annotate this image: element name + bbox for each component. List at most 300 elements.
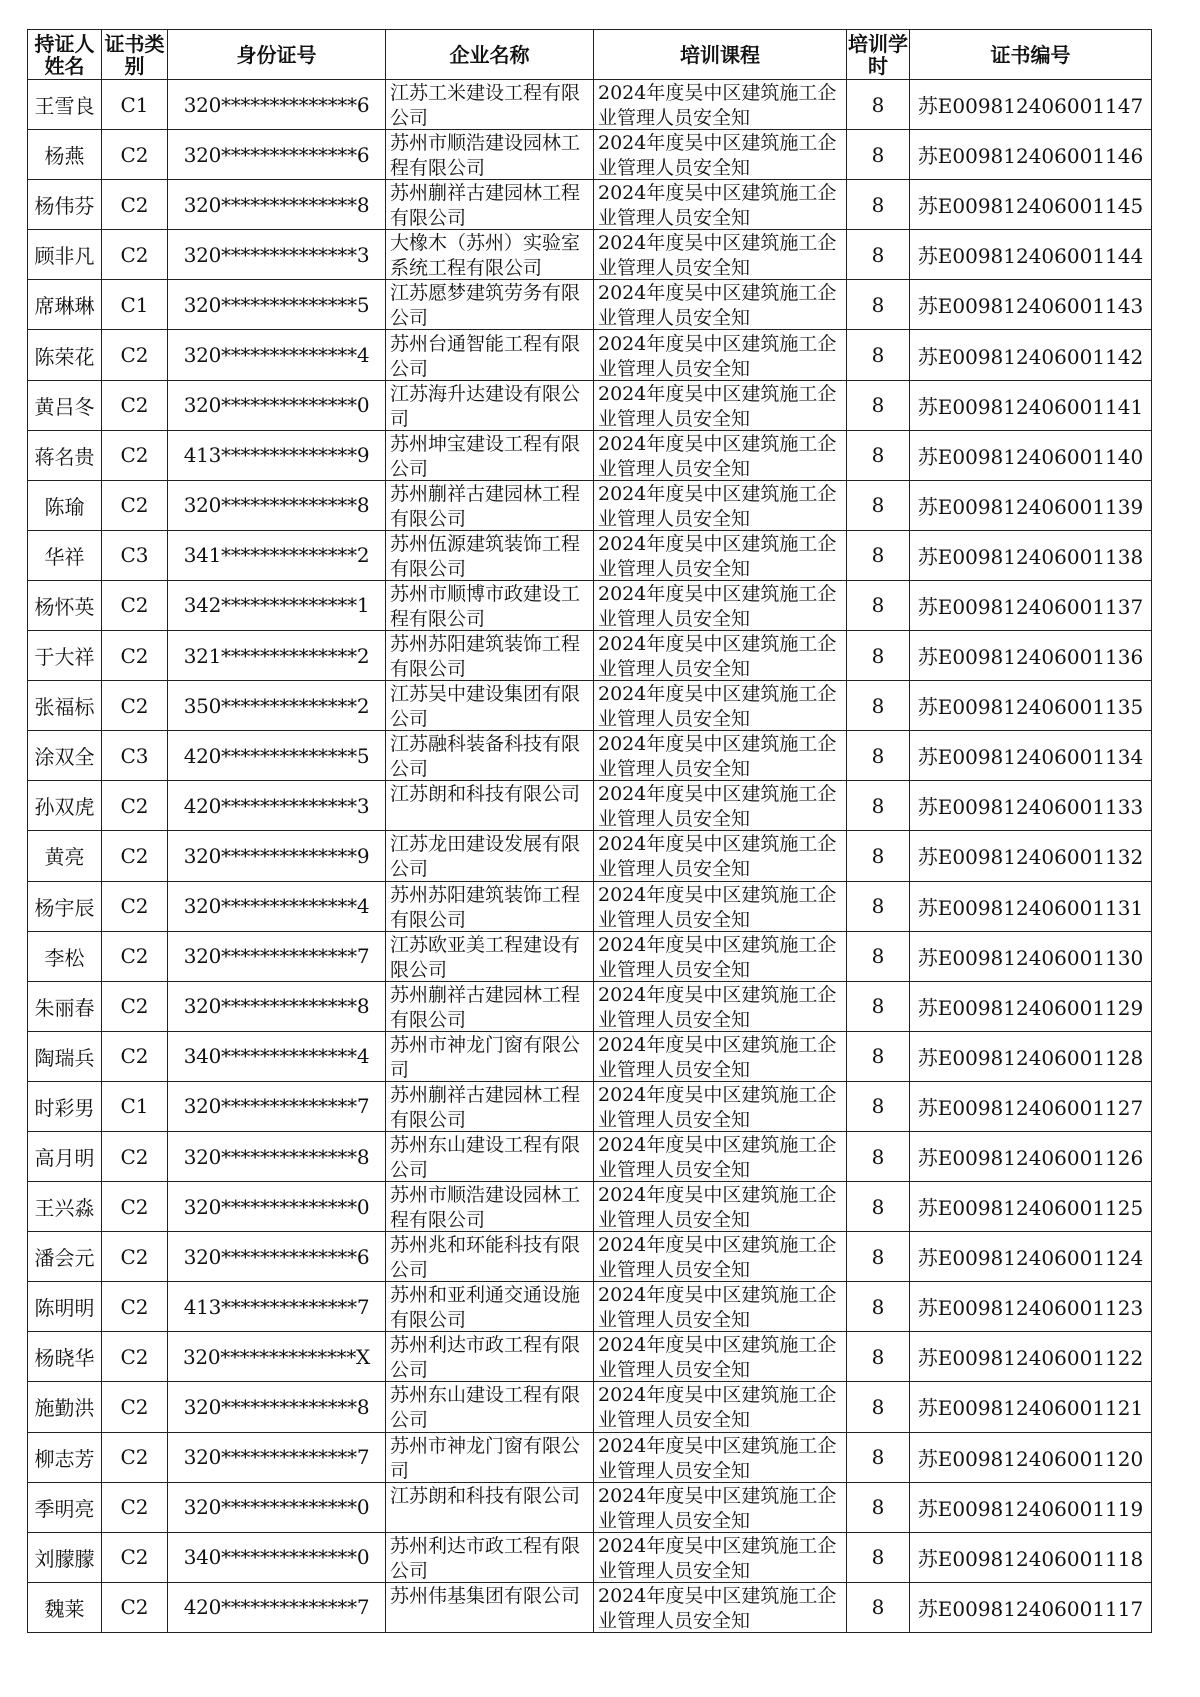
course-cell bbox=[594, 480, 847, 530]
category-cell: C2 bbox=[102, 1382, 168, 1432]
course-cell bbox=[594, 1282, 847, 1332]
table-row bbox=[28, 380, 1152, 430]
cert-number-cell: 苏E009812406001138 bbox=[910, 530, 1152, 580]
holder-name-cell: 于大祥 bbox=[28, 631, 102, 681]
cert-number-cell: 苏E009812406001122 bbox=[910, 1332, 1152, 1382]
company-cell-text: 江苏朗和科技有限公司 bbox=[390, 1484, 581, 1507]
holder-name-cell: 杨燕 bbox=[28, 130, 102, 180]
course-cell-text: 2024年度吴中区建筑施工企业管理人员安全知 bbox=[598, 1384, 837, 1431]
table-row bbox=[28, 230, 1152, 280]
hours-cell: 8 bbox=[847, 480, 910, 530]
holder-name-cell: 时彩男 bbox=[28, 1081, 102, 1131]
id-number-cell: 320**************3 bbox=[168, 230, 386, 280]
category-cell: C2 bbox=[102, 1031, 168, 1081]
cert-number-cell: 苏E009812406001123 bbox=[910, 1282, 1152, 1332]
holder-name-cell: 李松 bbox=[28, 931, 102, 981]
category-cell: C1 bbox=[102, 280, 168, 330]
header-company: 企业名称 bbox=[386, 30, 594, 80]
table-row bbox=[28, 681, 1152, 731]
hours-cell: 8 bbox=[847, 981, 910, 1031]
course-cell bbox=[594, 631, 847, 681]
table-row bbox=[28, 1182, 1152, 1232]
company-cell-text: 苏州苏阳建筑装饰工程有限公司 bbox=[390, 883, 581, 930]
course-cell bbox=[594, 230, 847, 280]
category-cell: C2 bbox=[102, 430, 168, 480]
table-row bbox=[28, 1482, 1152, 1532]
category-cell: C2 bbox=[102, 380, 168, 430]
id-number-cell: 320**************8 bbox=[168, 1382, 386, 1432]
company-cell bbox=[386, 1332, 594, 1382]
category-cell: C2 bbox=[102, 1432, 168, 1482]
table-row bbox=[28, 180, 1152, 230]
id-number-cell: 420**************5 bbox=[168, 731, 386, 781]
company-cell-text: 苏州台通智能工程有限公司 bbox=[390, 332, 581, 379]
company-cell-text: 江苏朗和科技有限公司 bbox=[390, 783, 581, 806]
category-cell: C2 bbox=[102, 931, 168, 981]
category-cell: C2 bbox=[102, 881, 168, 931]
table-row bbox=[28, 1031, 1152, 1081]
cert-number-cell: 苏E009812406001134 bbox=[910, 731, 1152, 781]
course-cell-text: 2024年度吴中区建筑施工企业管理人员安全知 bbox=[598, 733, 837, 780]
course-cell bbox=[594, 1031, 847, 1081]
holder-name-cell: 王兴淼 bbox=[28, 1182, 102, 1232]
table-row bbox=[28, 781, 1152, 831]
table-row bbox=[28, 1332, 1152, 1382]
holder-name-cell: 陈荣花 bbox=[28, 330, 102, 380]
cert-number-cell: 苏E009812406001120 bbox=[910, 1432, 1152, 1482]
course-cell bbox=[594, 280, 847, 330]
category-cell: C2 bbox=[102, 831, 168, 881]
cert-number-cell: 苏E009812406001140 bbox=[910, 430, 1152, 480]
course-cell-text: 2024年度吴中区建筑施工企业管理人员安全知 bbox=[598, 1334, 837, 1381]
company-cell-text: 苏州蒯祥古建园林工程有限公司 bbox=[390, 1083, 581, 1130]
header-row bbox=[28, 30, 1152, 80]
category-cell: C2 bbox=[102, 180, 168, 230]
holder-name-cell: 朱丽春 bbox=[28, 981, 102, 1031]
hours-cell: 8 bbox=[847, 280, 910, 330]
category-cell: C2 bbox=[102, 681, 168, 731]
table-body bbox=[28, 80, 1152, 1633]
id-number-cell: 320**************7 bbox=[168, 1081, 386, 1131]
id-number-cell: 340**************4 bbox=[168, 1031, 386, 1081]
company-cell bbox=[386, 230, 594, 280]
company-cell bbox=[386, 631, 594, 681]
company-cell bbox=[386, 931, 594, 981]
holder-name-cell: 杨晓华 bbox=[28, 1332, 102, 1382]
id-number-cell: 320**************9 bbox=[168, 831, 386, 881]
course-cell-text: 2024年度吴中区建筑施工企业管理人员安全知 bbox=[598, 1234, 837, 1281]
id-number-cell: 320**************0 bbox=[168, 1482, 386, 1532]
table-row bbox=[28, 731, 1152, 781]
hours-cell: 8 bbox=[847, 530, 910, 580]
company-cell bbox=[386, 1532, 594, 1582]
hours-cell: 8 bbox=[847, 931, 910, 981]
course-cell-text: 2024年度吴中区建筑施工企业管理人员安全知 bbox=[598, 833, 837, 880]
company-cell-text: 大橡木（苏州）实验室系统工程有限公司 bbox=[390, 232, 581, 279]
company-cell-text: 江苏海升达建设有限公司 bbox=[390, 382, 581, 429]
course-cell-text: 2024年度吴中区建筑施工企业管理人员安全知 bbox=[598, 1033, 837, 1080]
category-cell: C2 bbox=[102, 130, 168, 180]
category-cell: C2 bbox=[102, 1482, 168, 1532]
cert-number-cell: 苏E009812406001141 bbox=[910, 380, 1152, 430]
category-cell: C2 bbox=[102, 1582, 168, 1632]
holder-name-cell: 潘会元 bbox=[28, 1232, 102, 1282]
hours-cell: 8 bbox=[847, 1182, 910, 1232]
course-cell-text: 2024年度吴中区建筑施工企业管理人员安全知 bbox=[598, 1484, 837, 1531]
company-cell-text: 苏州利达市政工程有限公司 bbox=[390, 1334, 581, 1381]
company-cell bbox=[386, 330, 594, 380]
company-cell bbox=[386, 731, 594, 781]
course-cell-text: 2024年度吴中区建筑施工企业管理人员安全知 bbox=[598, 1534, 837, 1581]
company-cell-text: 江苏融科装备科技有限公司 bbox=[390, 733, 581, 780]
table-row bbox=[28, 1432, 1152, 1482]
table-row bbox=[28, 1282, 1152, 1332]
company-cell bbox=[386, 1232, 594, 1282]
course-cell bbox=[594, 1432, 847, 1482]
company-cell-text: 苏州伍源建筑装饰工程有限公司 bbox=[390, 532, 581, 579]
category-cell: C2 bbox=[102, 580, 168, 630]
hours-cell: 8 bbox=[847, 1081, 910, 1131]
id-number-cell: 320**************6 bbox=[168, 1232, 386, 1282]
cert-number-cell: 苏E009812406001129 bbox=[910, 981, 1152, 1031]
company-cell-text: 苏州利达市政工程有限公司 bbox=[390, 1534, 581, 1581]
holder-name-cell: 季明亮 bbox=[28, 1482, 102, 1532]
company-cell-text: 苏州市顺浩建设园林工程有限公司 bbox=[390, 1184, 581, 1231]
course-cell bbox=[594, 1482, 847, 1532]
course-cell bbox=[594, 1232, 847, 1282]
hours-cell: 8 bbox=[847, 681, 910, 731]
course-cell-text: 2024年度吴中区建筑施工企业管理人员安全知 bbox=[598, 1284, 837, 1331]
hours-cell: 8 bbox=[847, 180, 910, 230]
hours-cell: 8 bbox=[847, 330, 910, 380]
category-cell: C2 bbox=[102, 230, 168, 280]
hours-cell: 8 bbox=[847, 1582, 910, 1632]
hours-cell: 8 bbox=[847, 781, 910, 831]
table-row bbox=[28, 1582, 1152, 1632]
category-cell: C1 bbox=[102, 80, 168, 130]
table-row bbox=[28, 1382, 1152, 1432]
holder-name-cell: 刘朦朦 bbox=[28, 1532, 102, 1582]
id-number-cell: 320**************8 bbox=[168, 981, 386, 1031]
holder-name-cell: 高月明 bbox=[28, 1131, 102, 1181]
table-row bbox=[28, 280, 1152, 330]
company-cell bbox=[386, 1432, 594, 1482]
course-cell bbox=[594, 831, 847, 881]
cert-number-cell: 苏E009812406001119 bbox=[910, 1482, 1152, 1532]
holder-name-cell: 陈瑜 bbox=[28, 480, 102, 530]
cert-number-cell: 苏E009812406001144 bbox=[910, 230, 1152, 280]
course-cell-text: 2024年度吴中区建筑施工企业管理人员安全知 bbox=[598, 232, 837, 279]
cert-number-cell: 苏E009812406001132 bbox=[910, 831, 1152, 881]
course-cell bbox=[594, 1332, 847, 1382]
header-id-number: 身份证号 bbox=[168, 30, 386, 80]
category-cell: C3 bbox=[102, 731, 168, 781]
cert-number-cell: 苏E009812406001126 bbox=[910, 1131, 1152, 1181]
company-cell bbox=[386, 380, 594, 430]
id-number-cell: 321**************2 bbox=[168, 631, 386, 681]
company-cell-text: 苏州蒯祥古建园林工程有限公司 bbox=[390, 983, 581, 1030]
id-number-cell: 413**************9 bbox=[168, 430, 386, 480]
hours-cell: 8 bbox=[847, 1532, 910, 1582]
course-cell bbox=[594, 881, 847, 931]
cert-number-cell: 苏E009812406001143 bbox=[910, 280, 1152, 330]
course-cell bbox=[594, 580, 847, 630]
hours-cell: 8 bbox=[847, 1232, 910, 1282]
course-cell bbox=[594, 1532, 847, 1582]
cert-number-cell: 苏E009812406001136 bbox=[910, 631, 1152, 681]
table-row bbox=[28, 981, 1152, 1031]
hours-cell: 8 bbox=[847, 631, 910, 681]
table-row bbox=[28, 1232, 1152, 1282]
company-cell-text: 苏州蒯祥古建园林工程有限公司 bbox=[390, 182, 581, 229]
course-cell bbox=[594, 1131, 847, 1181]
category-cell: C2 bbox=[102, 330, 168, 380]
id-number-cell: 420**************3 bbox=[168, 781, 386, 831]
table-row bbox=[28, 631, 1152, 681]
id-number-cell: 340**************0 bbox=[168, 1532, 386, 1582]
id-number-cell: 320**************X bbox=[168, 1332, 386, 1382]
cert-number-cell: 苏E009812406001145 bbox=[910, 180, 1152, 230]
category-cell: C3 bbox=[102, 530, 168, 580]
hours-cell: 8 bbox=[847, 1282, 910, 1332]
id-number-cell: 320**************7 bbox=[168, 1432, 386, 1482]
table-row bbox=[28, 931, 1152, 981]
course-cell bbox=[594, 130, 847, 180]
course-cell bbox=[594, 681, 847, 731]
cert-number-cell: 苏E009812406001131 bbox=[910, 881, 1152, 931]
holder-name-cell: 魏莱 bbox=[28, 1582, 102, 1632]
course-cell-text: 2024年度吴中区建筑施工企业管理人员安全知 bbox=[598, 633, 837, 680]
id-number-cell: 350**************2 bbox=[168, 681, 386, 731]
id-number-cell: 320**************8 bbox=[168, 1131, 386, 1181]
company-cell-text: 江苏欧亚美工程建设有限公司 bbox=[390, 933, 581, 980]
course-cell-text: 2024年度吴中区建筑施工企业管理人员安全知 bbox=[598, 132, 837, 179]
company-cell-text: 江苏龙田建设发展有限公司 bbox=[390, 833, 581, 880]
company-cell-text: 苏州伟基集团有限公司 bbox=[390, 1584, 581, 1607]
holder-name-cell: 陈明明 bbox=[28, 1282, 102, 1332]
id-number-cell: 420**************7 bbox=[168, 1582, 386, 1632]
course-cell bbox=[594, 80, 847, 130]
cert-number-cell: 苏E009812406001125 bbox=[910, 1182, 1152, 1232]
course-cell bbox=[594, 981, 847, 1031]
cert-number-cell: 苏E009812406001121 bbox=[910, 1382, 1152, 1432]
hours-cell: 8 bbox=[847, 130, 910, 180]
company-cell-text: 江苏愿梦建筑劳务有限公司 bbox=[390, 282, 581, 329]
holder-name-cell: 涂双全 bbox=[28, 731, 102, 781]
company-cell bbox=[386, 530, 594, 580]
hours-cell: 8 bbox=[847, 230, 910, 280]
table-row bbox=[28, 480, 1152, 530]
id-number-cell: 341**************2 bbox=[168, 530, 386, 580]
company-cell-text: 苏州和亚利通交通设施有限公司 bbox=[390, 1284, 581, 1331]
id-number-cell: 320**************8 bbox=[168, 480, 386, 530]
table-row bbox=[28, 580, 1152, 630]
id-number-cell: 320**************7 bbox=[168, 931, 386, 981]
cert-number-cell: 苏E009812406001135 bbox=[910, 681, 1152, 731]
table-row bbox=[28, 330, 1152, 380]
course-cell bbox=[594, 1382, 847, 1432]
company-cell bbox=[386, 280, 594, 330]
header-hours: 培训学时 bbox=[848, 31, 908, 78]
course-cell-text: 2024年度吴中区建筑施工企业管理人员安全知 bbox=[598, 683, 837, 730]
category-cell: C2 bbox=[102, 631, 168, 681]
company-cell-text: 苏州东山建设工程有限公司 bbox=[390, 1134, 581, 1181]
id-number-cell: 320**************5 bbox=[168, 280, 386, 330]
table-row bbox=[28, 530, 1152, 580]
course-cell-text: 2024年度吴中区建筑施工企业管理人员安全知 bbox=[598, 432, 837, 479]
header-category: 证书类别 bbox=[102, 30, 168, 80]
course-cell bbox=[594, 781, 847, 831]
company-cell bbox=[386, 180, 594, 230]
table-header bbox=[28, 30, 1152, 80]
certificate-table bbox=[27, 29, 1152, 1633]
course-cell bbox=[594, 430, 847, 480]
company-cell-text: 江苏工米建设工程有限公司 bbox=[390, 82, 581, 129]
company-cell-text: 苏州蒯祥古建园林工程有限公司 bbox=[390, 482, 581, 529]
course-cell bbox=[594, 1182, 847, 1232]
holder-name-cell: 张福标 bbox=[28, 681, 102, 731]
category-cell: C2 bbox=[102, 1282, 168, 1332]
table-row bbox=[28, 1532, 1152, 1582]
category-cell: C2 bbox=[102, 981, 168, 1031]
course-cell bbox=[594, 1081, 847, 1131]
course-cell bbox=[594, 380, 847, 430]
holder-name-cell: 华祥 bbox=[28, 530, 102, 580]
course-cell-text: 2024年度吴中区建筑施工企业管理人员安全知 bbox=[598, 82, 837, 129]
course-cell-text: 2024年度吴中区建筑施工企业管理人员安全知 bbox=[598, 983, 837, 1030]
course-cell-text: 2024年度吴中区建筑施工企业管理人员安全知 bbox=[598, 883, 837, 930]
category-cell: C2 bbox=[102, 781, 168, 831]
company-cell bbox=[386, 1081, 594, 1131]
course-cell-text: 2024年度吴中区建筑施工企业管理人员安全知 bbox=[598, 933, 837, 980]
company-cell bbox=[386, 1182, 594, 1232]
company-cell-text: 江苏吴中建设集团有限公司 bbox=[390, 683, 581, 730]
table-row bbox=[28, 430, 1152, 480]
hours-cell: 8 bbox=[847, 731, 910, 781]
cert-number-cell: 苏E009812406001124 bbox=[910, 1232, 1152, 1282]
company-cell bbox=[386, 831, 594, 881]
company-cell bbox=[386, 1582, 594, 1632]
id-number-cell: 320**************0 bbox=[168, 380, 386, 430]
hours-cell: 8 bbox=[847, 80, 910, 130]
course-cell-text: 2024年度吴中区建筑施工企业管理人员安全知 bbox=[598, 1083, 837, 1130]
hours-cell: 8 bbox=[847, 1382, 910, 1432]
course-cell bbox=[594, 731, 847, 781]
hours-cell: 8 bbox=[847, 580, 910, 630]
company-cell bbox=[386, 430, 594, 480]
table-row bbox=[28, 1081, 1152, 1131]
cert-number-cell: 苏E009812406001142 bbox=[910, 330, 1152, 380]
hours-cell: 8 bbox=[847, 1482, 910, 1532]
company-cell-text: 苏州苏阳建筑装饰工程有限公司 bbox=[390, 633, 581, 680]
company-cell bbox=[386, 1031, 594, 1081]
course-cell-text: 2024年度吴中区建筑施工企业管理人员安全知 bbox=[598, 1134, 837, 1181]
hours-cell: 8 bbox=[847, 1432, 910, 1482]
course-cell-text: 2024年度吴中区建筑施工企业管理人员安全知 bbox=[598, 482, 837, 529]
hours-cell: 8 bbox=[847, 1131, 910, 1181]
company-cell-text: 苏州市顺浩建设园林工程有限公司 bbox=[390, 132, 581, 179]
id-number-cell: 320**************6 bbox=[168, 130, 386, 180]
course-cell-text: 2024年度吴中区建筑施工企业管理人员安全知 bbox=[598, 382, 837, 429]
holder-name-cell: 柳志芳 bbox=[28, 1432, 102, 1482]
cert-number-cell: 苏E009812406001139 bbox=[910, 480, 1152, 530]
header-course: 培训课程 bbox=[594, 30, 847, 80]
company-cell bbox=[386, 480, 594, 530]
cert-number-cell: 苏E009812406001137 bbox=[910, 580, 1152, 630]
holder-name-cell: 席琳琳 bbox=[28, 280, 102, 330]
id-number-cell: 320**************0 bbox=[168, 1182, 386, 1232]
holder-name-cell: 蒋名贵 bbox=[28, 430, 102, 480]
company-cell bbox=[386, 881, 594, 931]
holder-name-cell: 陶瑞兵 bbox=[28, 1031, 102, 1081]
course-cell-text: 2024年度吴中区建筑施工企业管理人员安全知 bbox=[598, 1434, 837, 1481]
id-number-cell: 320**************4 bbox=[168, 881, 386, 931]
company-cell-text: 苏州东山建设工程有限公司 bbox=[390, 1384, 581, 1431]
id-number-cell: 413**************7 bbox=[168, 1282, 386, 1332]
header-cert-no: 证书编号 bbox=[910, 30, 1152, 80]
cert-number-cell: 苏E009812406001118 bbox=[910, 1532, 1152, 1582]
course-cell-text: 2024年度吴中区建筑施工企业管理人员安全知 bbox=[598, 332, 837, 379]
hours-cell: 8 bbox=[847, 831, 910, 881]
holder-name-cell: 杨怀英 bbox=[28, 580, 102, 630]
company-cell-text: 苏州坤宝建设工程有限公司 bbox=[390, 432, 581, 479]
course-cell bbox=[594, 1582, 847, 1632]
company-cell bbox=[386, 681, 594, 731]
hours-cell: 8 bbox=[847, 430, 910, 480]
course-cell-text: 2024年度吴中区建筑施工企业管理人员安全知 bbox=[598, 783, 837, 830]
company-cell-text: 苏州市神龙门窗有限公司 bbox=[390, 1033, 581, 1080]
hours-cell: 8 bbox=[847, 881, 910, 931]
category-cell: C2 bbox=[102, 1182, 168, 1232]
holder-name-cell: 顾非凡 bbox=[28, 230, 102, 280]
cert-number-cell: 苏E009812406001133 bbox=[910, 781, 1152, 831]
course-cell bbox=[594, 931, 847, 981]
course-cell bbox=[594, 180, 847, 230]
category-cell: C2 bbox=[102, 1131, 168, 1181]
course-cell-text: 2024年度吴中区建筑施工企业管理人员安全知 bbox=[598, 182, 837, 229]
cert-number-cell: 苏E009812406001146 bbox=[910, 130, 1152, 180]
table-row bbox=[28, 881, 1152, 931]
table-row bbox=[28, 80, 1152, 130]
cert-number-cell: 苏E009812406001127 bbox=[910, 1081, 1152, 1131]
holder-name-cell: 黄亮 bbox=[28, 831, 102, 881]
company-cell bbox=[386, 580, 594, 630]
holder-name-cell: 杨伟芬 bbox=[28, 180, 102, 230]
category-cell: C2 bbox=[102, 1232, 168, 1282]
holder-name-cell: 孙双虎 bbox=[28, 781, 102, 831]
category-cell: C2 bbox=[102, 1532, 168, 1582]
company-cell bbox=[386, 1282, 594, 1332]
id-number-cell: 320**************8 bbox=[168, 180, 386, 230]
hours-cell: 8 bbox=[847, 380, 910, 430]
company-cell bbox=[386, 1131, 594, 1181]
id-number-cell: 320**************6 bbox=[168, 80, 386, 130]
cert-number-cell: 苏E009812406001117 bbox=[910, 1582, 1152, 1632]
holder-name-cell: 施勤洪 bbox=[28, 1382, 102, 1432]
company-cell bbox=[386, 1482, 594, 1532]
cert-number-cell: 苏E009812406001147 bbox=[910, 80, 1152, 130]
holder-name-cell: 黄吕冬 bbox=[28, 380, 102, 430]
company-cell-text: 苏州市神龙门窗有限公司 bbox=[390, 1434, 581, 1481]
hours-cell: 8 bbox=[847, 1031, 910, 1081]
cert-number-cell: 苏E009812406001130 bbox=[910, 931, 1152, 981]
table-row bbox=[28, 831, 1152, 881]
company-cell bbox=[386, 1382, 594, 1432]
cert-number-cell: 苏E009812406001128 bbox=[910, 1031, 1152, 1081]
company-cell-text: 苏州市顺博市政建设工程有限公司 bbox=[390, 582, 581, 629]
company-cell-text: 苏州兆和环能科技有限公司 bbox=[390, 1234, 581, 1281]
category-cell: C2 bbox=[102, 1332, 168, 1382]
